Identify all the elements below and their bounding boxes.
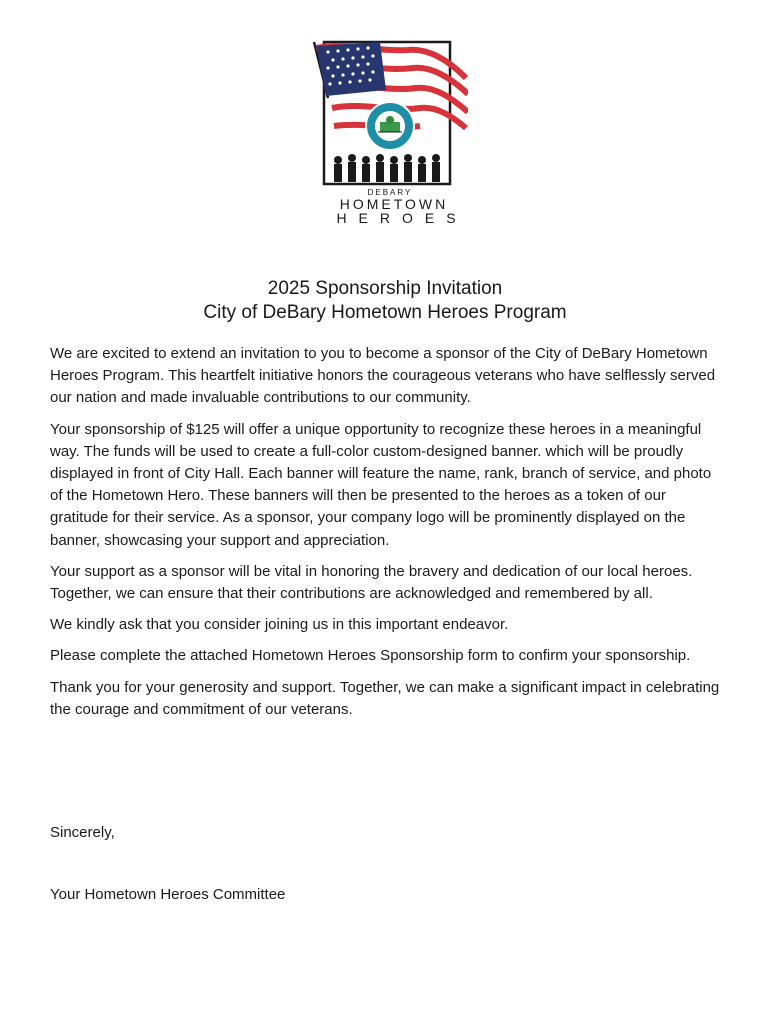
document-subtitle: City of DeBary Hometown Heroes Program <box>203 302 567 323</box>
letter-body <box>50 343 722 730</box>
flag-emblem-graphic <box>308 38 468 188</box>
paragraph-invitation: We are excited to extend an invitation to you to become a sponsor of the City of DeBary Hometown Heroes Program. This heartfelt initiative honors the courageous veterans who have selflessly served our nation and made invaluable contributions to our community. <box>50 345 716 407</box>
paragraph-form-instructions: Please complete the attached Hometown Heroes Sponsorship form to confirm your sponsorship. <box>50 647 691 665</box>
city-seal <box>366 102 414 150</box>
logo-hometown-text: HOMETOWN <box>339 196 449 212</box>
paragraph-support: Your support as a sponsor will be vital in honoring the bravery and dedication of our local heroes. Together, we can ensure that their contributions are acknowledged and remembered by all. <box>50 562 693 603</box>
logo-debary-text: DEBARY <box>367 188 413 197</box>
paragraph-request: We kindly ask that you consider joining us in this important endeavor. <box>50 616 509 634</box>
paragraph-thanks: Thank you for your generosity and support. Together, we can make a significant impact in celebrating the courage and commitment of our veterans. <box>50 678 720 718</box>
hometown-heroes-logo <box>308 38 468 228</box>
logo-heroes-text: HEROES <box>336 210 468 226</box>
flag-star-canton <box>316 42 386 96</box>
closing-salutation: Sincerely, <box>50 824 115 841</box>
document-title: 2025 Sponsorship Invitation <box>267 278 503 299</box>
paragraph-sponsorship-details: Your sponsorship of $125 will offer a unique opportunity to recognize these heroes in a meaningful way. The funds will be used to create a full-color custom-designed banner. which will be proudly displayed in front of City Hall. Each banner will feature the name, rank, branch of service, and photo of the Hometown Hero. These banners will then be presented to the heroes as a token of our gratitude for their service. As a sponsor, your company logo will be prominently displayed on the banner, showcasing your support and appreciation. <box>50 420 712 549</box>
signature-line: Your Hometown Heroes Committee <box>50 886 286 903</box>
